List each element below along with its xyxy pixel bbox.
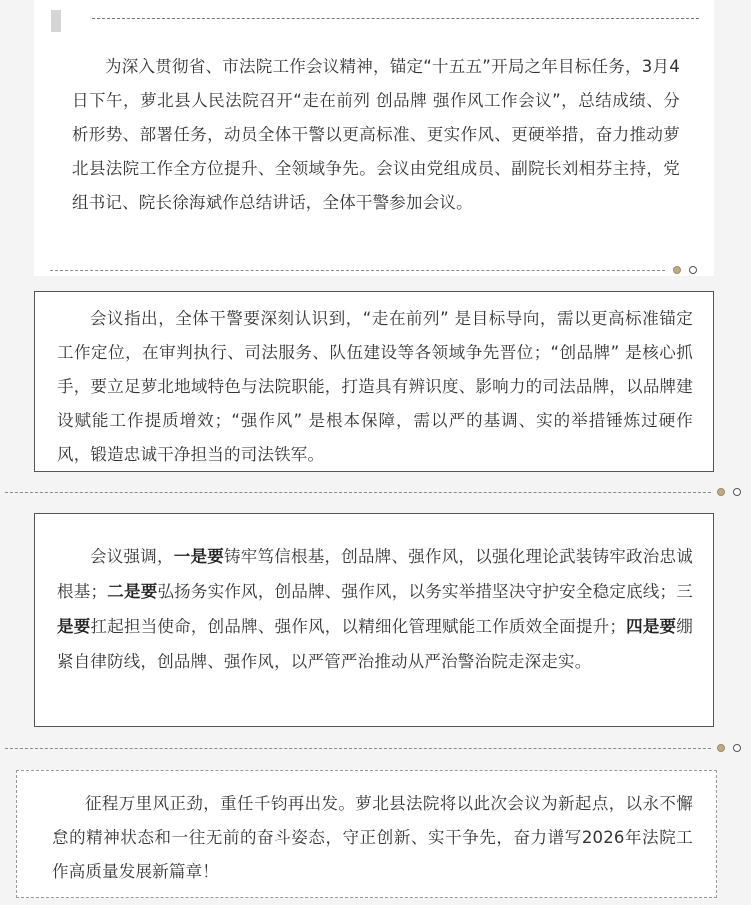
divider-3-dot-hollow: [733, 744, 741, 752]
divider-1-dot-filled: [673, 266, 681, 274]
item4-text: 绷紧自律防线，创品牌、强作风，以严管严治推动从严治警治院走深走实。: [57, 617, 693, 671]
pointed-paragraph: 会议指出，全体干警要深刻认识到，“走在前列” 是目标导向，需以更高标准锚定工作定位，在审判执行、司法服务、队伍建设等各领域争先晋位；“创品牌” 是核心抓手，要立足萝北地域特色与法院职能，打造具有辨识度、影响力的司法品牌，以品牌建设赋能工作提质增效；“强作风” 是根本保障，需以严的基调、实的举措锤炼过硬作风，锻造忠诚干净担当的司法铁军。: [57, 309, 693, 464]
divider-1: [50, 270, 665, 271]
divider-3: [5, 748, 711, 749]
divider-3-dot-filled: [717, 744, 725, 752]
top-decoration-mark: [51, 10, 61, 32]
divider-1-dot-hollow: [689, 266, 697, 274]
divider-2: [5, 492, 711, 493]
emphasized-lead: 会议强调，: [90, 547, 174, 566]
intro-paragraph: 为深入贯彻省、市法院工作会议精神，锚定“十五五”开局之年目标任务，3月4日下午，萝北县人民法院召开“走在前列 创品牌 强作风工作会议”，总结成绩、分析形势、部署任务，动员全体干警以更高标准、更实作风、更硬举措，奋力推动萝北县法院工作全方位提升、全领域争先。会议由党组成员、副院长刘相芬主持，党组书记、院长徐海斌作总结讲话，全体干警参加会议。: [72, 57, 680, 212]
item4-key: 四是要: [626, 617, 677, 636]
item1-text: 铸牢笃信根基，创品牌、强作风，以强化理论武装铸牢政治忠诚根基；: [57, 547, 694, 601]
emphasized-paragraph: [57, 539, 693, 679]
item3-key: 是要: [57, 617, 91, 636]
divider-2-dot-hollow: [733, 488, 741, 496]
divider-2-dot-filled: [717, 488, 725, 496]
top-dashed-line: [92, 18, 699, 19]
item1-key: 一是要: [173, 547, 225, 566]
item2-text: 弘扬务实作风，创品牌、强作风，以务实举措坚决守护安全稳定底线；三: [157, 582, 693, 601]
item2-key: 二是要: [107, 582, 158, 601]
item3-text: 扛起担当使命，创品牌、强作风，以精细化管理赋能工作质效全面提升；: [90, 617, 627, 636]
closing-paragraph: 征程万里风正劲，重任千钧再出发。萝北县法院将以此次会议为新起点，以永不懈怠的精神状态和一往无前的奋斗姿态，守正创新、实干争先，奋力谱写2026年法院工作高质量发展新篇章！: [52, 794, 693, 881]
